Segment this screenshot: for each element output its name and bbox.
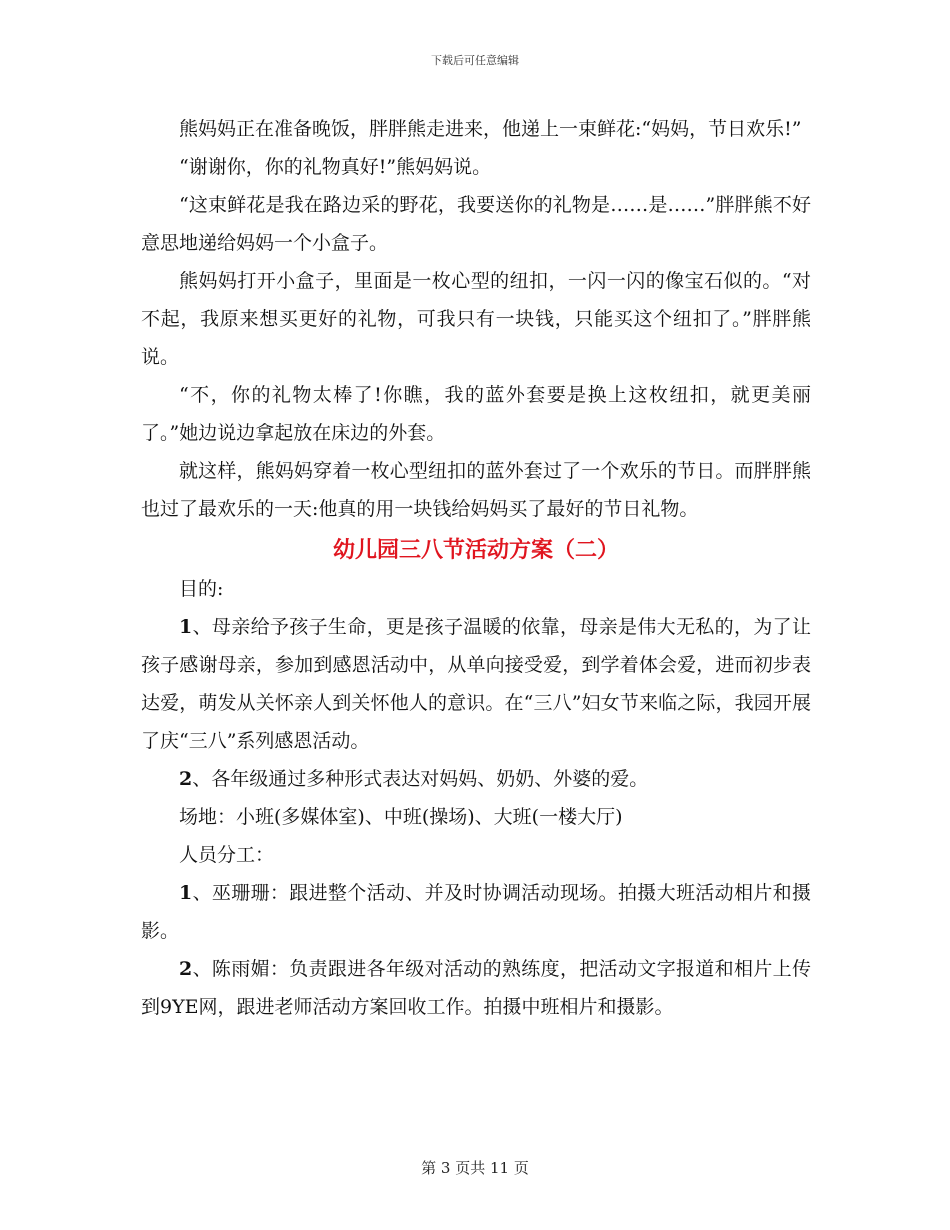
staff-label: 人员分工： bbox=[179, 844, 275, 866]
story-paragraph-3: “这束鲜花是我在路边采的野花，我要送你的礼物是……是……”胖胖熊不好意思地递给妈妈一个小盒子。 bbox=[141, 194, 811, 254]
staff-item-number: 1 bbox=[179, 882, 193, 904]
story-paragraph-1: 熊妈妈正在准备晚饭，胖胖熊走进来，他递上一束鲜花:“妈妈，节日欢乐!” bbox=[179, 118, 802, 140]
staff-item-text: 、巫珊珊：跟进整个活动、并及时协调活动现场。拍摄大班活动相片和摄影。 bbox=[141, 882, 811, 942]
venue-line: 场地：小班(多媒体室)、中班(操场)、大班(一楼大厅) bbox=[179, 806, 623, 828]
goal-item-text: 、各年级通过多种形式表达对妈妈、奶奶、外婆的爱。 bbox=[192, 768, 649, 790]
page-header: 下载后可任意编辑 bbox=[431, 54, 519, 67]
document-body bbox=[141, 110, 811, 1026]
staff-item-2 bbox=[141, 950, 811, 1026]
goal-label: 目的: bbox=[179, 578, 224, 600]
goal-item-number: 1 bbox=[179, 616, 193, 638]
staff-item-1 bbox=[141, 874, 811, 950]
section-title: 幼儿园三八节活动方案（二） bbox=[332, 537, 619, 563]
story-paragraph-4: 熊妈妈打开小盒子，里面是一枚心型的纽扣，一闪一闪的像宝石似的。“对不起，我原来想买更好的礼物，可我只有一块钱，只能买这个纽扣了。”胖胖熊说。 bbox=[141, 270, 811, 368]
goal-item-1 bbox=[141, 608, 811, 760]
staff-item-text: 、陈雨媚：负责跟进各年级对活动的熟练度，把活动文字报道和相片上传到9YE网，跟进老师活动方案回收工作。拍摄中班相片和摄影。 bbox=[141, 958, 811, 1018]
staff-item-number: 2 bbox=[179, 958, 193, 980]
story-paragraph-5: “不，你的礼物太棒了!你瞧，我的蓝外套要是换上这枚纽扣，就更美丽了。”她边说边拿起放在床边的外套。 bbox=[141, 384, 811, 444]
story-paragraph-6: 就这样，熊妈妈穿着一枚心型纽扣的蓝外套过了一个欢乐的节日。而胖胖熊也过了最欢乐的一天:他真的用一块钱给妈妈买了最好的节日礼物。 bbox=[141, 460, 811, 520]
goal-item-text: 、母亲给予孩子生命，更是孩子温暖的依靠，母亲是伟大无私的，为了让孩子感谢母亲，参加到感恩活动中，从单向接受爱，到学着体会爱，进而初步表达爱，萌发从关怀亲人到关怀他人的意识。在“三八”妇女节来临之际，我园开展了庆“三八”系列感恩活动。 bbox=[141, 616, 811, 752]
goal-item-number: 2 bbox=[179, 768, 193, 790]
goal-item-2 bbox=[141, 760, 811, 798]
page-footer: 第 3 页共 11 页 bbox=[421, 1159, 529, 1177]
story-paragraph-2: “谢谢你，你的礼物真好!”熊妈妈说。 bbox=[179, 156, 492, 178]
